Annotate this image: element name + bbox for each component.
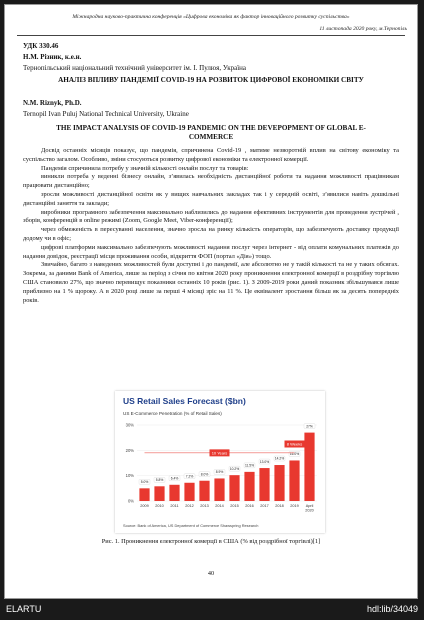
bar: [229, 475, 239, 501]
footer-source: ELARTU: [6, 604, 42, 614]
document-page: [4, 4, 418, 599]
y-tick-label: 20%: [125, 447, 134, 453]
bar: [139, 488, 149, 501]
paragraph-analysis: Звичайно, багато з наведених можливостей були доступні і до пандемії, але абсолютно не у такій кількості та не у таких обсягах. Зокрема, за даними Bank of America, лише за період з січня по квітня 2020 року проникнення електронної комерції в роздрібну торгівлю США становило 27%, що значно перевищує показники останніх 10 років (рис. 1). З 2009-2019 роки даний показник збільшувався лише приблизно на 1 % щороку. А в 2020 році лише за перші 4 місяці зріс на 11 %. Це еквівалент зростання більш як за десять попередніх років.: [23, 261, 399, 304]
date-place: 11 листопада 2020 року, м.Тернопіль: [319, 26, 407, 32]
annotation-label: 10 Years: [211, 450, 228, 456]
list-item-platforms: цифрові платформи максимально забезпечують можливості надання послуг через інтернет - від оплати комунальних платежів до надання довідок, реєстрації місця проживання особи, відкриття ФОП (портал «Дія») тощо.: [23, 243, 399, 260]
data-label: 7.2%: [185, 474, 194, 479]
data-label: 5.8%: [155, 478, 164, 483]
affiliation-en: Ternopil Ivan Puluj National Technical University, Ukraine: [23, 110, 189, 118]
x-tick-label: 2016: [245, 504, 254, 508]
page-number: 40: [207, 570, 215, 577]
bar: [289, 460, 299, 501]
x-tick-label: 2013: [200, 504, 209, 508]
list-item-education: зросли можливості дистанційної освіти як у вищих навчальних закладах так і у середній освіті, з’явилися навіть дошкільні дистанційні заняття та заклади;: [23, 190, 399, 207]
list-item-business: виникли потреба у веденні бізнесу онлайн, з’явилась необхідність дистанційної роботи та надання можливості працівникам працювати дистанційно;: [23, 173, 399, 190]
header-rule: [17, 35, 405, 36]
x-tick-label: 2009: [140, 504, 149, 508]
bar: [244, 472, 254, 501]
data-label: 16.0%: [289, 452, 300, 457]
author-en: N.M. Riznyk, Ph.D.: [23, 99, 82, 107]
data-label: 5.0%: [140, 480, 149, 485]
affiliation-ua: Тернопільський національний технічний університет ім. І. Пулюя, Україна: [23, 64, 247, 72]
bar: [154, 486, 164, 501]
x-tick-label: 2010: [155, 504, 164, 508]
title-en: THE IMPACT ANALYSIS OF COVID-19 PANDEMIC ON THE DEVEPOPMENT OF GLOBAL E-COMMERCE: [56, 124, 366, 141]
x-tick-label: 2017: [260, 504, 269, 508]
ecommerce-chart: [115, 391, 325, 533]
annotation-label: 8 Weeks: [286, 441, 303, 447]
bar: [274, 465, 284, 501]
list-item-software: виробники програмного забезпечення максимально наблизились до надання ефективних інструментів для проведення зустрічей , зборів, конференцій в online режимі (Zoom, Google Meet, Viber-конференції);: [23, 208, 399, 225]
figure-caption: Рис. 1. Проникнення електронної комерції в США (% від роздрібної торгівлі)[1]: [101, 538, 321, 545]
title-ua: АНАЛІЗ ВПЛИВУ ПАНДЕМІЇ COVID-19 НА РОЗВИТОК ЦИФРОВОЇ ЕКОНОМІКИ СВІТУ: [58, 76, 364, 84]
bar: [199, 481, 209, 501]
data-label: 13.0%: [259, 459, 270, 464]
x-tick-label: 2018: [275, 504, 284, 508]
x-tick-label: 2011: [170, 504, 179, 508]
x-tick-label: April: [305, 504, 314, 508]
bar: [259, 468, 269, 501]
chart-title: US Retail Sales Forecast ($bn): [123, 396, 246, 406]
article-body: [23, 147, 399, 305]
bar: [214, 478, 224, 501]
x-tick-label: 2012: [185, 504, 194, 508]
footer-handle: hdl:lib/34049: [366, 604, 418, 614]
bar: [184, 483, 194, 501]
x-tick-label: 2014: [215, 504, 224, 508]
data-label: 27%: [306, 424, 313, 429]
paragraph-needs: Пандемія спричинила потребу у значній кількості онлайн послуг та товарів:: [41, 164, 249, 172]
y-tick-label: 30%: [125, 422, 134, 428]
chart-subtitle: US E-Commerce Penetration (% of Retail Sales): [123, 411, 222, 416]
data-label: 6.4%: [170, 476, 179, 481]
chart-svg: [115, 391, 325, 533]
x-tick-label: 2015: [230, 504, 239, 508]
x-tick-label: 2020: [305, 508, 314, 513]
x-tick-label: 2019: [290, 504, 299, 508]
data-label: 8.0%: [200, 472, 209, 477]
chart-source: Source: Bank of America, US Department of Commerce Shawspring Research: [123, 523, 259, 528]
data-label: 10.2%: [229, 466, 240, 471]
y-tick-label: 0%: [127, 498, 134, 504]
author-ua: Н.М. Різник, к.е.н.: [23, 53, 82, 61]
data-label: 11.5%: [244, 463, 255, 468]
bar: [169, 485, 179, 501]
paragraph-intro: Досвід останніх місяців показує, що пандемія, спричинена Covid-19 , матиме незворотній вплив на світову економіку та суспільство загалом. Особливо, зміни стосуються розвитку цифрової економіки та електронної комерції.: [23, 147, 399, 163]
conference-header: Міжнародна науково-практична конференція «Цифрова економіка як фактор інноваційного розвитку суспільства»: [72, 14, 350, 20]
list-item-delivery: через обмеженість в пересуванні населення, значно зросла на ринку кількість операторів, що забезпечують доставку продукції додому чи в офіс;: [23, 226, 399, 242]
y-tick-label: 10%: [125, 473, 134, 479]
udk-code: УДК 330.46: [23, 42, 59, 50]
data-label: 14.2%: [274, 456, 285, 461]
data-label: 8.9%: [215, 470, 224, 475]
bar: [304, 433, 314, 501]
